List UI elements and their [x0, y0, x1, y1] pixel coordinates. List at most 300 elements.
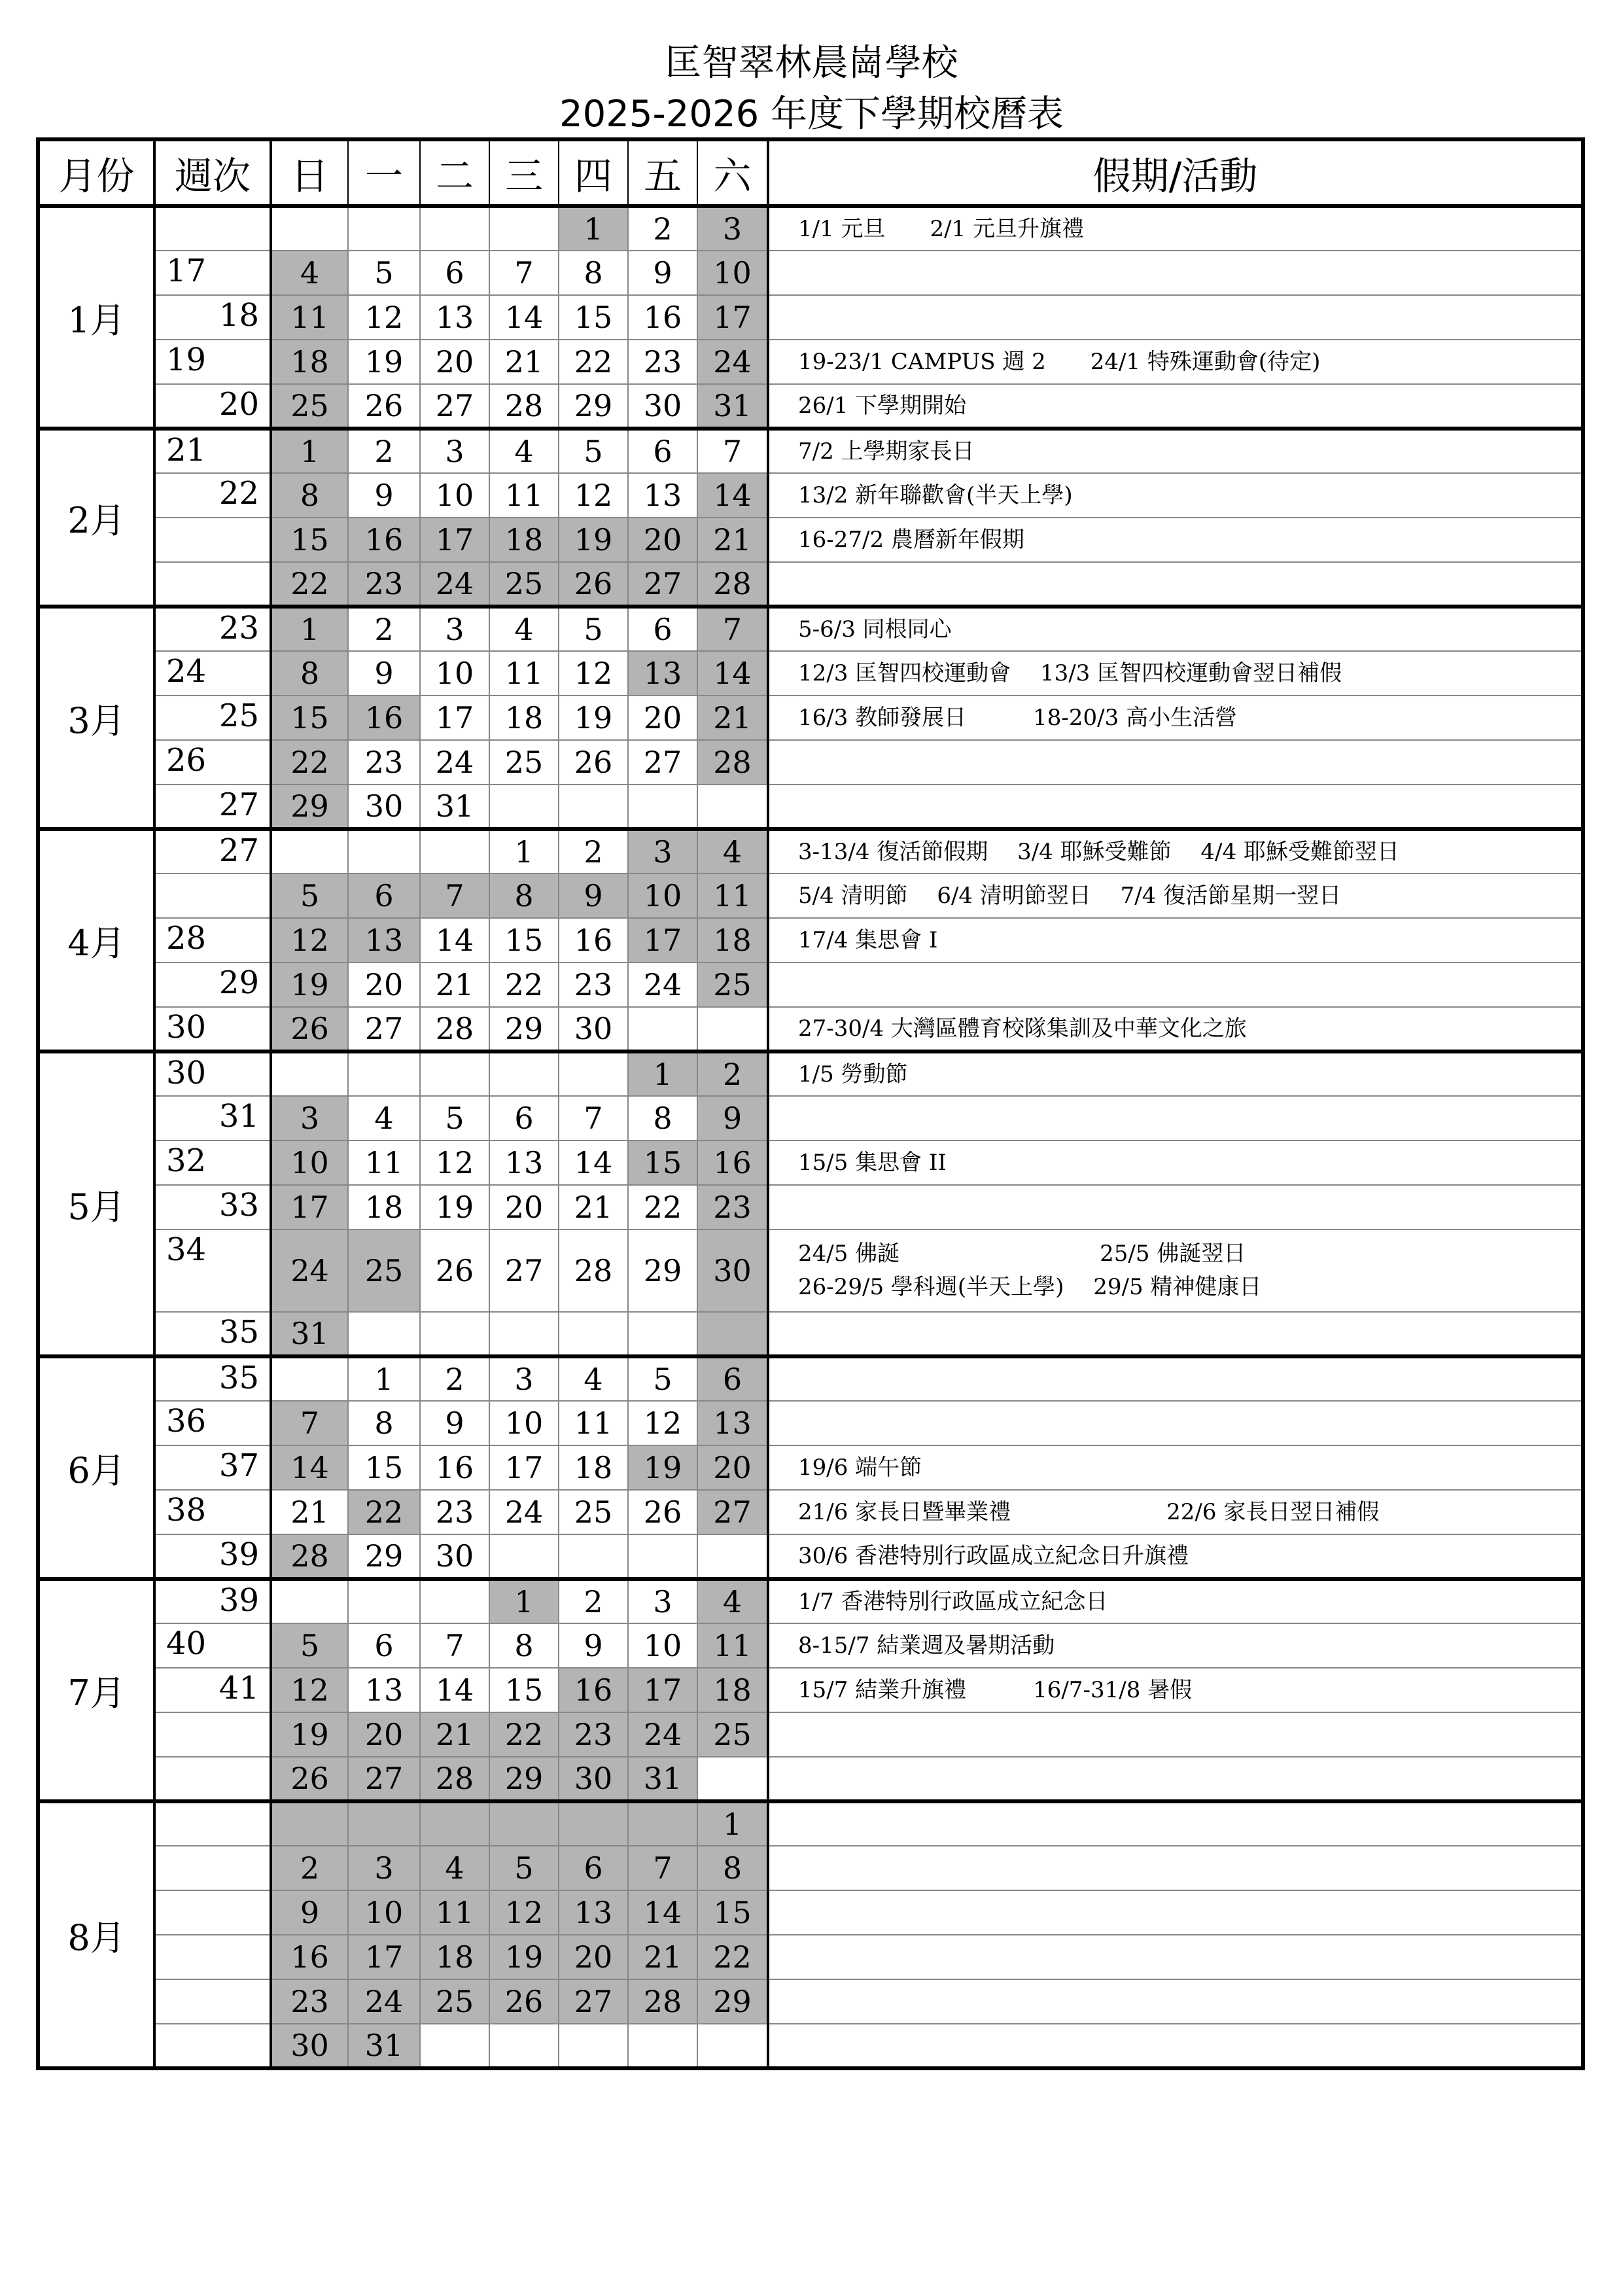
week-number-cell: [154, 651, 271, 696]
day-cell: 6: [348, 1623, 420, 1668]
day-cell: 16: [348, 696, 420, 740]
day-cell: 14: [697, 651, 768, 696]
day-cell: [420, 1801, 489, 1846]
week-number: 22: [218, 475, 259, 512]
event-text: 30/6 香港特別行政區成立紀念日升旗禮: [798, 1542, 1189, 1569]
day-cell: 14: [420, 918, 489, 963]
event-text: 5/4 清明節 6/4 清明節翌日 7/4 復活節星期一翌日: [798, 882, 1342, 909]
week-number: 17: [166, 253, 207, 289]
day-cell: 5: [348, 251, 420, 295]
week-row: [38, 340, 1583, 384]
day-cell: 12: [271, 918, 348, 963]
day-cell: 15: [271, 518, 348, 562]
week-row: [38, 1490, 1583, 1534]
day-cell: 20: [628, 518, 697, 562]
day-cell: 28: [697, 562, 768, 607]
day-cell: 18: [348, 1185, 420, 1229]
day-cell: 11: [489, 651, 559, 696]
week-number: 31: [218, 1098, 259, 1135]
week-row: [38, 1757, 1583, 1801]
day-cell: [697, 1757, 768, 1801]
month-label: 3月: [38, 607, 154, 829]
day-cell: 1: [489, 829, 559, 874]
day-cell: 9: [348, 651, 420, 696]
event-cell: [768, 1757, 1583, 1801]
day-cell: 27: [489, 1229, 559, 1312]
week-row: [38, 1668, 1583, 1712]
day-cell: 21: [489, 340, 559, 384]
week-number: 23: [218, 610, 259, 646]
event-cell: [768, 1229, 1583, 1312]
day-cell: 29: [628, 1229, 697, 1312]
event-cell: [768, 1668, 1583, 1712]
day-cell: 17: [348, 1935, 420, 1979]
week-number-cell: [154, 1712, 271, 1757]
event-cell: [768, 1140, 1583, 1185]
week-number-cell: [154, 1096, 271, 1140]
week-number-cell: [154, 473, 271, 518]
day-cell: 13: [559, 1890, 628, 1935]
event-text: 1/1 元旦 2/1 元旦升旗禮: [798, 215, 1085, 242]
day-cell: 28: [489, 384, 559, 429]
event-text: 26-29/5 學科週(半天上學) 29/5 精神健康日: [798, 1274, 1262, 1300]
day-cell: 28: [420, 1007, 489, 1051]
day-cell: 19: [271, 1712, 348, 1757]
event-cell: [768, 1401, 1583, 1445]
day-cell: 4: [489, 429, 559, 473]
day-cell: 6: [348, 874, 420, 918]
event-cell: [768, 340, 1583, 384]
day-cell: 6: [489, 1096, 559, 1140]
header-mon: 一: [348, 139, 420, 206]
week-row: [38, 1445, 1583, 1490]
day-cell: 13: [420, 295, 489, 340]
event-cell: [768, 874, 1583, 918]
day-cell: 7: [697, 429, 768, 473]
week-row: [38, 918, 1583, 963]
day-cell: 23: [348, 562, 420, 607]
day-cell: 9: [697, 1096, 768, 1140]
day-cell: [348, 1579, 420, 1623]
event-cell: [768, 562, 1583, 607]
week-row: [38, 429, 1583, 473]
day-cell: [559, 2024, 628, 2068]
day-cell: 24: [420, 562, 489, 607]
month-label: 1月: [38, 206, 154, 429]
day-cell: 22: [559, 340, 628, 384]
day-cell: 14: [559, 1140, 628, 1185]
day-cell: 18: [697, 918, 768, 963]
day-cell: 25: [271, 384, 348, 429]
week-row: [38, 1312, 1583, 1356]
event-text: 15/5 集思會 II: [798, 1149, 947, 1176]
week-number: 36: [166, 1403, 207, 1439]
day-cell: 3: [420, 429, 489, 473]
day-cell: [489, 206, 559, 251]
day-cell: 14: [697, 473, 768, 518]
day-cell: 29: [271, 785, 348, 829]
day-cell: 7: [420, 1623, 489, 1668]
day-cell: [420, 2024, 489, 2068]
week-number-cell: [154, 1668, 271, 1712]
day-cell: 30: [271, 2024, 348, 2068]
day-cell: 26: [628, 1490, 697, 1534]
day-cell: [628, 2024, 697, 2068]
day-cell: [559, 1312, 628, 1356]
day-cell: [489, 1312, 559, 1356]
week-row: [38, 696, 1583, 740]
day-cell: 7: [271, 1401, 348, 1445]
week-number-cell: [154, 340, 271, 384]
day-cell: 7: [489, 251, 559, 295]
day-cell: 13: [628, 473, 697, 518]
day-cell: 20: [628, 696, 697, 740]
day-cell: 6: [628, 607, 697, 651]
day-cell: 11: [489, 473, 559, 518]
event-cell: [768, 1712, 1583, 1757]
event-text: 16/3 教師發展日 18-20/3 高小生活營: [798, 704, 1238, 731]
day-cell: 12: [420, 1140, 489, 1185]
day-cell: 26: [348, 384, 420, 429]
week-number: 37: [218, 1447, 259, 1484]
day-cell: 25: [489, 562, 559, 607]
day-cell: 26: [420, 1229, 489, 1312]
week-row: [38, 1890, 1583, 1935]
day-cell: 9: [420, 1401, 489, 1445]
week-number-cell: [154, 1846, 271, 1890]
event-text: 24/5 佛誕 25/5 佛誕翌日: [798, 1241, 1246, 1267]
day-cell: 11: [271, 295, 348, 340]
week-number: 30: [166, 1009, 207, 1046]
day-cell: 4: [348, 1096, 420, 1140]
month-label: 8月: [38, 1801, 154, 2068]
week-number-cell: [154, 1185, 271, 1229]
day-cell: [271, 829, 348, 874]
week-number-cell: [154, 1935, 271, 1979]
day-cell: 21: [420, 963, 489, 1007]
week-row: [38, 1051, 1583, 1096]
calendar-title: 2025-2026 年度下學期校曆表: [559, 93, 1064, 135]
month-label: 4月: [38, 829, 154, 1051]
day-cell: 26: [559, 740, 628, 785]
day-cell: [271, 1356, 348, 1401]
week-row: [38, 384, 1583, 429]
day-cell: 10: [271, 1140, 348, 1185]
event-text: 16-27/2 農曆新年假期: [798, 526, 1024, 553]
week-row: [38, 1846, 1583, 1890]
day-cell: 6: [697, 1356, 768, 1401]
day-cell: 1: [559, 206, 628, 251]
week-number: 25: [218, 698, 259, 734]
day-cell: 30: [420, 1534, 489, 1579]
day-cell: [628, 785, 697, 829]
week-row: [38, 785, 1583, 829]
day-cell: 8: [348, 1401, 420, 1445]
day-cell: [420, 1579, 489, 1623]
day-cell: 27: [348, 1757, 420, 1801]
day-cell: [420, 1312, 489, 1356]
day-cell: 20: [348, 1712, 420, 1757]
event-cell: [768, 651, 1583, 696]
day-cell: 22: [348, 1490, 420, 1534]
day-cell: 14: [420, 1668, 489, 1712]
day-cell: [489, 1051, 559, 1096]
day-cell: 22: [697, 1935, 768, 1979]
day-cell: 15: [697, 1890, 768, 1935]
day-cell: 15: [271, 696, 348, 740]
day-cell: 31: [697, 384, 768, 429]
day-cell: 3: [628, 1579, 697, 1623]
day-cell: 21: [420, 1712, 489, 1757]
day-cell: 25: [697, 1712, 768, 1757]
day-cell: [559, 1534, 628, 1579]
day-cell: 17: [489, 1445, 559, 1490]
week-row: [38, 295, 1583, 340]
day-cell: 7: [697, 607, 768, 651]
day-cell: 13: [628, 651, 697, 696]
day-cell: 16: [628, 295, 697, 340]
event-cell: [768, 1445, 1583, 1490]
week-number: 20: [218, 386, 259, 423]
week-row: [38, 1007, 1583, 1051]
day-cell: 31: [628, 1757, 697, 1801]
day-cell: 28: [420, 1757, 489, 1801]
header-row: [38, 139, 1583, 206]
day-cell: 4: [420, 1846, 489, 1890]
event-text: 7/2 上學期家長日: [798, 438, 975, 465]
day-cell: 5: [559, 429, 628, 473]
day-cell: 10: [420, 473, 489, 518]
week-number: 21: [166, 432, 207, 468]
day-cell: 11: [697, 874, 768, 918]
event-text: 21/6 家長日暨畢業禮 22/6 家長日翌日補假: [798, 1498, 1380, 1525]
day-cell: 2: [348, 429, 420, 473]
day-cell: 19: [628, 1445, 697, 1490]
day-cell: 4: [489, 607, 559, 651]
week-number-cell: [154, 1801, 271, 1846]
week-number-cell: [154, 918, 271, 963]
day-cell: 3: [489, 1356, 559, 1401]
week-number: 29: [218, 964, 259, 1001]
week-row: [38, 1801, 1583, 1846]
day-cell: 10: [489, 1401, 559, 1445]
day-cell: [559, 1051, 628, 1096]
day-cell: 31: [271, 1312, 348, 1356]
day-cell: [697, 1007, 768, 1051]
day-cell: 12: [559, 651, 628, 696]
day-cell: 16: [559, 918, 628, 963]
week-number-cell: [154, 785, 271, 829]
day-cell: 4: [559, 1356, 628, 1401]
day-cell: 16: [271, 1935, 348, 1979]
week-row: [38, 1401, 1583, 1445]
event-cell: [768, 740, 1583, 785]
day-cell: 13: [348, 1668, 420, 1712]
day-cell: 3: [420, 607, 489, 651]
day-cell: 10: [697, 251, 768, 295]
week-number-cell: [154, 295, 271, 340]
day-cell: 11: [348, 1140, 420, 1185]
day-cell: [271, 1579, 348, 1623]
day-cell: [628, 1312, 697, 1356]
day-cell: 11: [559, 1401, 628, 1445]
day-cell: 24: [697, 340, 768, 384]
day-cell: 1: [348, 1356, 420, 1401]
day-cell: [420, 1051, 489, 1096]
school-name: 匡智翠林晨崗學校: [665, 42, 958, 84]
event-cell: [768, 963, 1583, 1007]
event-cell: [768, 1490, 1583, 1534]
week-number-cell: [154, 696, 271, 740]
week-number-cell: [154, 1890, 271, 1935]
event-cell: [768, 829, 1583, 874]
day-cell: [271, 206, 348, 251]
week-number: 30: [166, 1055, 207, 1091]
day-cell: 2: [697, 1051, 768, 1096]
day-cell: 6: [628, 429, 697, 473]
day-cell: 30: [559, 1007, 628, 1051]
day-cell: 6: [559, 1846, 628, 1890]
day-cell: 8: [271, 473, 348, 518]
day-cell: 7: [628, 1846, 697, 1890]
event-cell: [768, 1096, 1583, 1140]
day-cell: 23: [697, 1185, 768, 1229]
day-cell: 9: [559, 1623, 628, 1668]
event-cell: [768, 1846, 1583, 1890]
month-label: 5月: [38, 1051, 154, 1356]
event-cell: [768, 2024, 1583, 2068]
day-cell: [420, 829, 489, 874]
day-cell: [628, 1534, 697, 1579]
week-number: 38: [166, 1492, 207, 1528]
event-cell: [768, 473, 1583, 518]
day-cell: 16: [420, 1445, 489, 1490]
day-cell: 21: [628, 1935, 697, 1979]
day-cell: [559, 785, 628, 829]
event-cell: [768, 607, 1583, 651]
day-cell: [489, 1534, 559, 1579]
day-cell: 18: [559, 1445, 628, 1490]
day-cell: 29: [489, 1757, 559, 1801]
day-cell: 29: [348, 1534, 420, 1579]
day-cell: 12: [271, 1668, 348, 1712]
week-number-cell: [154, 1229, 271, 1312]
day-cell: 25: [420, 1979, 489, 2024]
week-row: [38, 1185, 1583, 1229]
week-number: 32: [166, 1142, 207, 1179]
day-cell: 12: [628, 1401, 697, 1445]
day-cell: 16: [348, 518, 420, 562]
month-label: 6月: [38, 1356, 154, 1579]
week-number: 33: [218, 1187, 259, 1224]
week-number-cell: [154, 1979, 271, 2024]
day-cell: 18: [420, 1935, 489, 1979]
day-cell: 18: [489, 518, 559, 562]
week-row: [38, 1979, 1583, 2024]
day-cell: 5: [420, 1096, 489, 1140]
event-text: 13/2 新年聯歡會(半天上學): [798, 482, 1073, 508]
month-label: 7月: [38, 1579, 154, 1801]
day-cell: [559, 1801, 628, 1846]
day-cell: 28: [628, 1979, 697, 2024]
week-row: [38, 1935, 1583, 1979]
day-cell: 24: [271, 1229, 348, 1312]
week-row: [38, 1712, 1583, 1757]
week-row: [38, 473, 1583, 518]
week-row: [38, 1229, 1583, 1312]
day-cell: [628, 1801, 697, 1846]
day-cell: 14: [271, 1445, 348, 1490]
header-fri: 五: [628, 139, 697, 206]
week-number-cell: [154, 251, 271, 295]
day-cell: 27: [559, 1979, 628, 2024]
day-cell: 23: [420, 1490, 489, 1534]
week-row: [38, 607, 1583, 651]
day-cell: 25: [559, 1490, 628, 1534]
week-number: 24: [166, 653, 207, 690]
week-number-cell: [154, 740, 271, 785]
day-cell: 22: [628, 1185, 697, 1229]
day-cell: [271, 1801, 348, 1846]
day-cell: 2: [559, 1579, 628, 1623]
header-thu: 四: [559, 139, 628, 206]
day-cell: 15: [489, 918, 559, 963]
day-cell: 12: [348, 295, 420, 340]
event-cell: [768, 918, 1583, 963]
event-cell: [768, 251, 1583, 295]
event-cell: [768, 429, 1583, 473]
week-number: 35: [218, 1360, 259, 1396]
week-row: [38, 874, 1583, 918]
day-cell: 24: [628, 963, 697, 1007]
event-text: 19-23/1 CAMPUS 週 2 24/1 特殊運動會(待定): [798, 348, 1321, 375]
day-cell: 17: [628, 1668, 697, 1712]
event-cell: [768, 206, 1583, 251]
event-cell: [768, 1356, 1583, 1401]
day-cell: 15: [559, 295, 628, 340]
event-cell: [768, 1579, 1583, 1623]
day-cell: 28: [559, 1229, 628, 1312]
event-text: 12/3 匡智四校運動會 13/3 匡智四校運動會翌日補假: [798, 660, 1342, 686]
day-cell: 12: [559, 473, 628, 518]
day-cell: 3: [271, 1096, 348, 1140]
event-text: 19/6 端午節: [798, 1454, 922, 1481]
week-number-cell: [154, 1051, 271, 1096]
day-cell: 31: [420, 785, 489, 829]
day-cell: 19: [489, 1935, 559, 1979]
week-number-cell: [154, 1356, 271, 1401]
day-cell: 24: [628, 1712, 697, 1757]
week-number: 41: [218, 1670, 259, 1706]
day-cell: 17: [420, 518, 489, 562]
day-cell: 21: [697, 696, 768, 740]
week-row: [38, 1096, 1583, 1140]
day-cell: 29: [559, 384, 628, 429]
day-cell: 17: [697, 295, 768, 340]
day-cell: 31: [348, 2024, 420, 2068]
week-row: [38, 1623, 1583, 1668]
day-cell: 19: [348, 340, 420, 384]
day-cell: 23: [628, 340, 697, 384]
day-cell: 20: [420, 340, 489, 384]
header-week: 週次: [154, 139, 271, 206]
event-cell: [768, 518, 1583, 562]
week-row: [38, 1534, 1583, 1579]
event-cell: [768, 1007, 1583, 1051]
week-number-cell: [154, 1312, 271, 1356]
day-cell: 17: [420, 696, 489, 740]
week-number-cell: [154, 384, 271, 429]
